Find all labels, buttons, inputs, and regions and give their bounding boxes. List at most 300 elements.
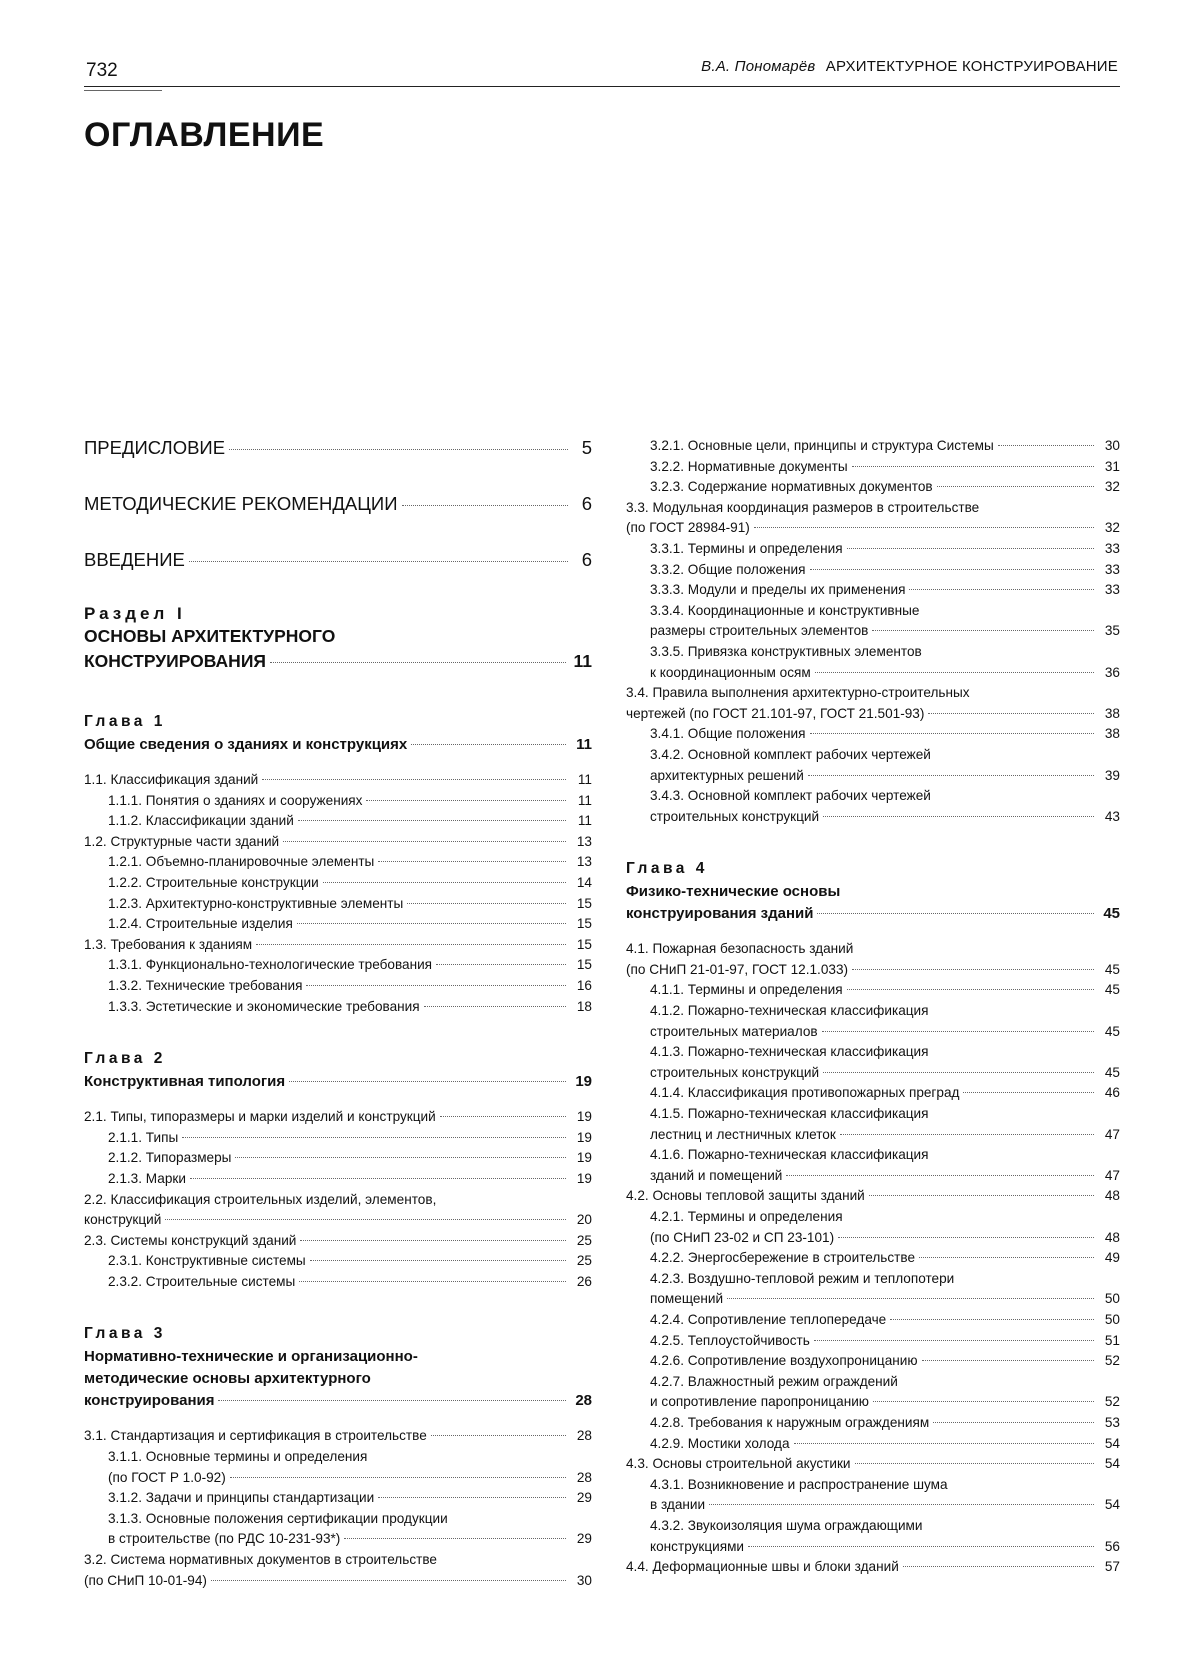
toc-entry-text: 2.1.2. Типоразмеры: [108, 1150, 232, 1166]
toc-page-number: 54: [1104, 1435, 1120, 1451]
toc-entry[interactable]: [626, 1331, 1120, 1352]
toc-page-number: 28: [576, 1469, 592, 1485]
toc-entry[interactable]: [626, 724, 1120, 745]
toc-entry[interactable]: [84, 1426, 592, 1447]
toc-entry-chapter-2[interactable]: [84, 1071, 592, 1093]
toc-entry[interactable]: [626, 1186, 1120, 1207]
section-title-line: ОСНОВЫ АРХИТЕКТУРНОГО: [84, 626, 336, 646]
dot-leader: [847, 989, 1094, 990]
dot-leader: [814, 1340, 1094, 1341]
toc-page-number: 15: [576, 916, 592, 932]
dot-leader: [794, 1443, 1094, 1444]
dot-leader: [810, 733, 1095, 734]
dot-leader: [840, 1134, 1094, 1135]
dot-leader: [869, 1195, 1094, 1196]
toc-entry-text: 4.1.4. Классификация противопожарных преград: [650, 1085, 960, 1101]
toc-page-number: 13: [576, 854, 592, 870]
toc-entry-text: (по СНиП 23-02 и СП 23-101): [650, 1229, 835, 1245]
page-title: ОГЛАВЛЕНИЕ: [84, 116, 325, 154]
toc-entry-text: чертежей (по ГОСТ 21.101-97, ГОСТ 21.501-93): [626, 705, 925, 721]
toc-entry-text: ПРЕДИСЛОВИЕ: [84, 437, 226, 458]
toc-page-number: 19: [576, 1150, 592, 1166]
toc-entry-text: 1.2.1. Объемно-планировочные элементы: [108, 854, 375, 870]
toc-entry[interactable]: [626, 457, 1120, 478]
toc-entry[interactable]: [626, 980, 1120, 1001]
toc-page-number: 25: [576, 1232, 592, 1248]
toc-entry[interactable]: [84, 791, 592, 812]
toc-entry-text: размеры строительных элементов: [650, 623, 869, 639]
toc-entry[interactable]: [626, 1083, 1120, 1104]
toc-entry[interactable]: [84, 1488, 592, 1509]
toc-entry-text: лестниц и лестничных клеток: [650, 1126, 836, 1142]
toc-entry-text: 3.2.1. Основные цели, принципы и структура Системы: [650, 438, 994, 453]
toc-entry[interactable]: [626, 477, 1120, 498]
toc-entry[interactable]: [84, 935, 592, 956]
toc-entry-text: 3.3.3. Модули и пределы их применения: [650, 582, 906, 598]
dot-leader: [903, 1566, 1094, 1567]
toc-page-number: 43: [1104, 808, 1120, 824]
toc-page-number: 32: [1104, 479, 1120, 495]
toc-entry[interactable]: [626, 1228, 1120, 1249]
dot-leader: [190, 1178, 566, 1179]
dot-leader: [937, 486, 1094, 487]
front-matter: [84, 436, 592, 572]
chapter-label: Глава 1: [84, 713, 166, 730]
dot-leader: [440, 1116, 566, 1117]
dot-leader: [436, 964, 566, 965]
toc-entry-introduction[interactable]: [84, 548, 592, 572]
dot-leader: [310, 1260, 566, 1261]
toc-entry-text: 3.3.1. Термины и определения: [650, 540, 843, 556]
toc-entry[interactable]: [626, 1166, 1120, 1187]
section-label: Раздел I: [84, 604, 186, 623]
toc-entry-line: 4.3.2. Звукоизоляция шума ограждающими: [650, 1517, 923, 1533]
chapter-title-line: Физико-технические основы: [626, 883, 841, 901]
toc-entry[interactable]: [626, 1537, 1120, 1558]
toc-entry-text: Конструктивная типология: [84, 1073, 286, 1091]
toc-entry[interactable]: [626, 539, 1120, 560]
toc-entry-text: Общие сведения о зданиях и конструкциях: [84, 736, 408, 753]
toc-page-number: 28: [576, 1428, 592, 1444]
toc-page-number: 11: [577, 813, 592, 829]
dot-leader: [909, 589, 1094, 590]
chapter-title-line: методические основы архитектурного: [84, 1370, 371, 1388]
dot-leader: [817, 913, 1094, 914]
toc-entry-line: 4.3.1. Возникновение и распространение шума: [650, 1476, 948, 1492]
running-head: [701, 58, 1118, 75]
toc-page-number: 50: [1104, 1291, 1120, 1307]
toc-entry-line: 4.2.1. Термины и определения: [650, 1209, 843, 1224]
toc-page-number: 19: [576, 1170, 592, 1186]
toc-entry-text: 2.1.1. Типы: [108, 1129, 179, 1145]
dot-leader: [230, 1477, 566, 1478]
toc-page-number: 54: [1104, 1497, 1120, 1513]
dot-leader: [823, 816, 1094, 817]
toc-entry-text: 3.2.3. Содержание нормативных документов: [650, 479, 933, 495]
toc-page-number: 28: [575, 1392, 592, 1410]
toc-entry-text: 4.2.8. Требования к наружным ограждениям: [650, 1414, 930, 1430]
dot-leader: [873, 1401, 1094, 1402]
toc-page-number: 38: [1104, 726, 1120, 742]
dot-leader: [344, 1538, 566, 1539]
toc-entry[interactable]: [626, 1022, 1120, 1043]
section-1: [84, 604, 592, 674]
toc-entry-text: КОНСТРУИРОВАНИЯ: [84, 651, 266, 671]
dot-leader: [411, 744, 566, 745]
toc-entry-text: помещений: [650, 1291, 724, 1307]
dot-leader: [748, 1546, 1094, 1547]
toc-entry-chapter-1[interactable]: [84, 734, 592, 756]
toc-entry[interactable]: [84, 1571, 592, 1592]
toc-entry-text: (по ГОСТ Р 1.0-92): [108, 1469, 226, 1485]
toc-entry[interactable]: [626, 1413, 1120, 1434]
toc-entry-line: 4.2.7. Влажностный режим ограждений: [650, 1373, 898, 1389]
toc-page-number: 45: [1103, 905, 1120, 923]
toc-entry[interactable]: [84, 832, 592, 853]
toc-page-number: 46: [1104, 1085, 1120, 1101]
dot-leader: [189, 561, 568, 562]
toc-page-number: 15: [576, 936, 592, 952]
toc-entry-text: 1.2. Структурные части зданий: [84, 833, 280, 849]
toc-entry[interactable]: [84, 1231, 592, 1252]
dot-leader: [323, 882, 566, 883]
toc-page-number: 11: [576, 736, 592, 753]
dot-leader: [402, 505, 568, 506]
toc-entry[interactable]: [626, 766, 1120, 787]
dot-leader: [727, 1298, 1094, 1299]
toc-page-number: 48: [1104, 1229, 1120, 1245]
dot-leader: [300, 1240, 566, 1241]
dot-leader: [890, 1319, 1094, 1320]
toc-entry[interactable]: [626, 580, 1120, 601]
toc-entry[interactable]: [626, 1392, 1120, 1413]
toc-entry-section-1[interactable]: [84, 649, 592, 674]
toc-entry[interactable]: [84, 1529, 592, 1550]
toc-page-number: 33: [1104, 561, 1120, 577]
toc-page-number: 19: [575, 1073, 592, 1091]
dot-leader: [933, 1422, 1094, 1423]
toc-page-number: 56: [1104, 1538, 1120, 1554]
toc-entry-line: 4.1.5. Пожарно-техническая классификация: [650, 1106, 929, 1122]
dot-leader: [786, 1175, 1094, 1176]
toc-entry[interactable]: [626, 560, 1120, 581]
toc-entry-line: 3.2. Система нормативных документов в строительстве: [84, 1552, 437, 1568]
dot-leader: [709, 1504, 1094, 1505]
toc-entry[interactable]: [626, 1434, 1120, 1455]
toc-entry-text: 2.3.2. Строительные системы: [108, 1273, 296, 1289]
toc-entry-text: 3.3.2. Общие положения: [650, 561, 806, 577]
toc-entry[interactable]: [626, 1289, 1120, 1310]
toc-entry-text: строительных конструкций: [650, 1064, 820, 1080]
toc-entry[interactable]: [626, 1557, 1120, 1578]
toc-page-number: 11: [577, 772, 592, 787]
toc-entry-text: 4.1.1. Термины и определения: [650, 982, 843, 998]
dot-leader: [378, 861, 566, 862]
toc-entry[interactable]: [84, 770, 592, 791]
toc-entry-line: 3.4. Правила выполнения архитектурно-строительных: [626, 685, 970, 701]
toc-page-number: 20: [576, 1212, 592, 1228]
toc-entry-text: 2.3. Системы конструкций зданий: [84, 1232, 297, 1248]
toc-entry-line: 3.4.2. Основной комплект рабочих чертежей: [650, 746, 931, 762]
toc-entry-text: 4.2.5. Теплоустойчивость: [650, 1332, 810, 1348]
dot-leader: [808, 775, 1094, 776]
toc-entry-text: в строительстве (по РДС 10-231-93*): [108, 1531, 341, 1547]
dot-leader: [289, 1081, 566, 1082]
toc-entry-text: строительных материалов: [650, 1023, 818, 1039]
toc-entry[interactable]: [626, 518, 1120, 539]
toc-page-number: 30: [576, 1572, 592, 1588]
toc-entry-text: МЕТОДИЧЕСКИЕ РЕКОМЕНДАЦИИ: [84, 493, 398, 514]
toc-page-number: 36: [1104, 664, 1120, 680]
toc-entry[interactable]: [626, 436, 1120, 457]
toc-page-number: 52: [1104, 1353, 1120, 1369]
toc-entry-chapter-4[interactable]: [626, 903, 1120, 925]
toc-page-number: 47: [1104, 1126, 1120, 1142]
toc-entry-text: в здании: [650, 1497, 706, 1513]
toc-entry[interactable]: [626, 1125, 1120, 1146]
toc-page-number: 15: [576, 895, 592, 911]
toc-entry-line: 3.3. Модульная координация размеров в строительстве: [626, 499, 980, 515]
toc-page-number: 38: [1104, 705, 1120, 721]
toc-entry-text: 3.1. Стандартизация и сертификация в строительстве: [84, 1428, 427, 1444]
toc-page-number: 6: [581, 493, 592, 514]
toc-entry-text: 3.1.2. Задачи и принципы стандартизации: [108, 1490, 375, 1506]
dot-leader: [998, 445, 1094, 446]
toc-page-number: 33: [1104, 540, 1120, 556]
toc-page-number: 35: [1104, 623, 1120, 639]
dot-leader: [872, 630, 1094, 631]
toc-page-number: 57: [1104, 1559, 1120, 1575]
toc-page-number: 51: [1104, 1332, 1120, 1348]
toc-page-number: 19: [576, 1129, 592, 1145]
dot-leader: [810, 569, 1095, 570]
toc-entry-text: строительных конструкций: [650, 808, 820, 824]
toc-entry-text: 4.2. Основы тепловой защиты зданий: [626, 1188, 865, 1204]
dot-leader: [852, 969, 1094, 970]
chapter-2: [84, 1047, 592, 1292]
dot-leader: [847, 548, 1094, 549]
toc-page-number: 45: [1104, 1064, 1120, 1080]
dot-leader: [855, 1463, 1095, 1464]
toc-entry-line: 4.1. Пожарная безопасность зданий: [626, 941, 854, 957]
toc-entry[interactable]: [84, 955, 592, 976]
dot-leader: [262, 779, 566, 780]
toc-entry-guidelines[interactable]: [84, 492, 592, 516]
chapter-label: Глава 4: [626, 860, 708, 878]
toc-page-number: 45: [1104, 961, 1120, 977]
dot-leader: [182, 1137, 566, 1138]
running-head-title: АРХИТЕКТУРНОЕ КОНСТРУИРОВАНИЕ: [825, 58, 1118, 75]
toc-entry[interactable]: [84, 914, 592, 935]
chapter-label: Глава 2: [84, 1050, 166, 1068]
toc-page-number: 13: [576, 833, 592, 849]
toc-page-number: 15: [576, 957, 592, 973]
toc-page-number: 45: [1104, 982, 1120, 998]
toc-page-number: 32: [1104, 520, 1120, 536]
toc-page-number: 16: [576, 977, 592, 993]
dot-leader: [823, 1072, 1094, 1073]
toc-entry-text: 2.3.1. Конструктивные системы: [108, 1253, 306, 1269]
toc-entry[interactable]: [84, 1210, 592, 1231]
toc-entry[interactable]: [626, 807, 1120, 828]
toc-page-number: 11: [573, 651, 592, 671]
toc-page-number: 31: [1104, 458, 1120, 474]
toc-entry-text: зданий и помещений: [650, 1167, 783, 1183]
toc-entry-line: 3.1.1. Основные термины и определения: [108, 1449, 368, 1465]
dot-leader: [235, 1157, 566, 1158]
toc-entry[interactable]: [84, 997, 592, 1018]
toc-entry-line: 3.3.5. Привязка конструктивных элементов: [650, 643, 922, 659]
toc-page-number: 14: [576, 874, 592, 890]
dot-leader: [928, 713, 1094, 714]
toc-entry-text: 1.2.3. Архитектурно-конструктивные элементы: [108, 895, 404, 911]
toc-entry[interactable]: [84, 1251, 592, 1272]
toc-entry-text: 1.2.4. Строительные изделия: [108, 916, 293, 932]
toc-entry[interactable]: [84, 1128, 592, 1149]
toc-entry-text: 4.3. Основы строительной акустики: [626, 1456, 851, 1472]
toc-entry-text: 1.1.1. Понятия о зданиях и сооружениях: [108, 792, 363, 808]
toc-entry-text: конструирования зданий: [626, 905, 814, 923]
toc-entry-text: и сопротивление паропроницанию: [650, 1394, 869, 1410]
toc-entry-text: 4.2.6. Сопротивление воздухопроницанию: [650, 1353, 918, 1369]
toc-entry[interactable]: [84, 1468, 592, 1489]
toc-page-number: 52: [1104, 1394, 1120, 1410]
toc-page-number: 30: [1104, 438, 1120, 453]
toc-entry[interactable]: [626, 621, 1120, 642]
toc-entry[interactable]: [626, 1063, 1120, 1084]
toc-entry-text: конструкциями: [650, 1538, 745, 1554]
toc-entry-line: 4.1.3. Пожарно-техническая классификация: [650, 1044, 929, 1060]
toc-entry[interactable]: [84, 873, 592, 894]
toc-entry-text: 1.2.2. Строительные конструкции: [108, 874, 319, 890]
toc-entry[interactable]: [84, 852, 592, 873]
dot-leader: [919, 1257, 1094, 1258]
dot-leader: [283, 841, 566, 842]
toc-entry[interactable]: [626, 1454, 1120, 1475]
toc-page-number: 25: [576, 1253, 592, 1269]
toc-entry-text: 2.1. Типы, типоразмеры и марки изделий и конструкций: [84, 1109, 436, 1125]
toc-entry-chapter-3[interactable]: [84, 1390, 592, 1412]
toc-entry-text: к координационным осям: [650, 664, 811, 680]
page-number: 732: [86, 60, 118, 81]
dot-leader: [298, 820, 566, 821]
dot-leader: [431, 1435, 566, 1436]
dot-leader: [378, 1497, 566, 1498]
toc-entry-text: 4.2.2. Энергосбережение в строительстве: [650, 1250, 916, 1266]
toc-entry[interactable]: [626, 960, 1120, 981]
toc-entry-line: 3.4.3. Основной комплект рабочих чертежей: [650, 788, 931, 804]
toc-page-number: 33: [1104, 582, 1120, 598]
toc-entry-text: 2.1.3. Марки: [108, 1170, 186, 1186]
toc-entry-text: 1.1. Классификация зданий: [84, 772, 259, 787]
dot-leader: [218, 1400, 566, 1401]
dot-leader: [299, 1281, 566, 1282]
toc-entry[interactable]: [84, 1148, 592, 1169]
toc-entry-text: архитектурных решений: [650, 767, 804, 783]
chapter-3: [84, 1322, 592, 1591]
toc-entry-line: 4.1.2. Пожарно-техническая классификация: [650, 1003, 929, 1019]
toc-right-column: [626, 436, 1120, 1578]
dot-leader: [963, 1092, 1094, 1093]
toc-entry-text: 4.4. Деформационные швы и блоки зданий: [626, 1559, 899, 1575]
toc-page-number: 19: [576, 1109, 592, 1125]
dot-leader: [424, 1006, 566, 1007]
toc-entry-preface[interactable]: [84, 436, 592, 460]
toc-entry[interactable]: [84, 811, 592, 832]
dot-leader: [754, 527, 1094, 528]
toc-page-number: 29: [576, 1490, 592, 1506]
toc-entry[interactable]: [626, 1310, 1120, 1331]
toc-entry[interactable]: [626, 1248, 1120, 1269]
toc-entry-text: 3.2.2. Нормативные документы: [650, 458, 848, 474]
toc-page-number: 54: [1104, 1456, 1120, 1472]
toc-entry[interactable]: [626, 1495, 1120, 1516]
toc-page-number: 5: [581, 437, 592, 458]
dot-leader: [922, 1360, 1094, 1361]
toc-entry[interactable]: [84, 894, 592, 915]
chapter-1: [84, 710, 592, 1017]
toc-entry[interactable]: [626, 663, 1120, 684]
dot-leader: [838, 1237, 1094, 1238]
toc-left-column: [84, 436, 592, 1591]
toc-page-number: 6: [581, 549, 592, 570]
dot-leader: [211, 1580, 566, 1581]
toc-entry-text: 1.3.1. Функционально-технологические требования: [108, 957, 433, 973]
toc-entry[interactable]: [84, 1169, 592, 1190]
dot-leader: [229, 449, 568, 450]
dot-leader: [270, 662, 566, 663]
toc-entry-text: (по СНиП 21-01-97, ГОСТ 12.1.033): [626, 961, 849, 977]
dot-leader: [815, 672, 1094, 673]
toc-page-number: 18: [576, 998, 592, 1014]
toc-entry[interactable]: [84, 976, 592, 997]
page-number-underline: [84, 90, 162, 91]
running-head-author: В.А. Пономарёв: [701, 58, 816, 75]
toc-entry-text: 4.2.9. Мостики холода: [650, 1435, 790, 1451]
toc-entry-text: (по СНиП 10-01-94): [84, 1572, 207, 1588]
toc-entry-text: 3.4.1. Общие положения: [650, 726, 806, 742]
toc-entry-line: 3.3.4. Координационные и конструктивные: [650, 602, 920, 618]
dot-leader: [306, 985, 566, 986]
toc-entry[interactable]: [84, 1272, 592, 1293]
toc-entry-line: 2.2. Классификация строительных изделий, элементов,: [84, 1191, 437, 1207]
toc-entry-text: (по ГОСТ 28984-91): [626, 520, 750, 536]
toc-page-number: 45: [1104, 1023, 1120, 1039]
toc-entry[interactable]: [626, 1351, 1120, 1372]
chapter-4: [626, 857, 1120, 1577]
chapter-label: Глава 3: [84, 1325, 166, 1343]
toc-entry-text: конструирования: [84, 1392, 215, 1410]
toc-entry-text: 4.2.4. Сопротивление теплопередаче: [650, 1311, 887, 1327]
toc-entry-text: 1.3. Требования к зданиям: [84, 936, 253, 952]
toc-page-number: 26: [576, 1273, 592, 1289]
toc-entry-text: конструкций: [84, 1212, 162, 1228]
dot-leader: [165, 1219, 566, 1220]
chapter-title-line: Нормативно-технические и организационно-: [84, 1348, 418, 1366]
toc-entry[interactable]: [626, 704, 1120, 725]
toc-entry[interactable]: [84, 1107, 592, 1128]
dot-leader: [256, 944, 566, 945]
toc-page-number: 50: [1104, 1311, 1120, 1327]
toc-entry-text: ВВЕДЕНИЕ: [84, 549, 185, 570]
toc-page-number: 47: [1104, 1167, 1120, 1183]
toc-entry-line: 3.1.3. Основные положения сертификации продукции: [108, 1510, 448, 1526]
dot-leader: [297, 923, 566, 924]
toc-page-number: 49: [1104, 1250, 1120, 1266]
dot-leader: [366, 800, 566, 801]
toc-entry-text: 1.1.2. Классификации зданий: [108, 813, 294, 829]
toc-page-number: 29: [576, 1531, 592, 1547]
